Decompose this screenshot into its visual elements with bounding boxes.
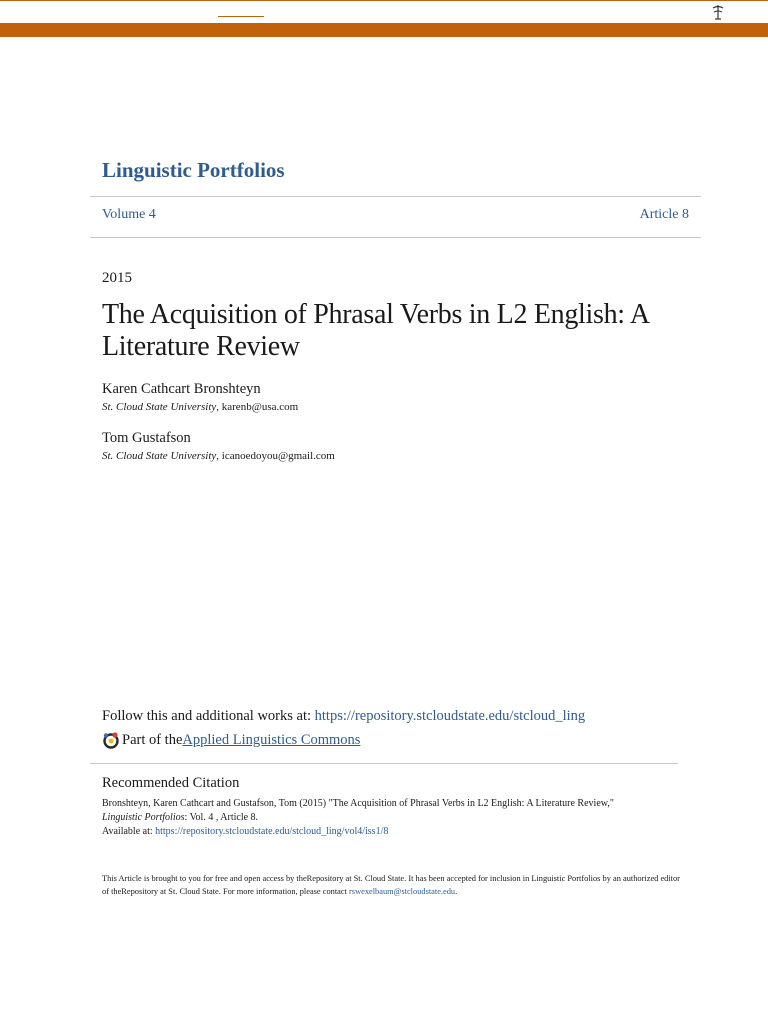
- commons-network-icon: [102, 731, 120, 749]
- citation-volume: : Vol. 4 , Article 8.: [184, 812, 259, 823]
- author-affiliation: [102, 401, 298, 413]
- discipline-link[interactable]: Applied Linguistics Commons: [182, 731, 361, 748]
- contact-email-link[interactable]: rswexelbaum@stcloudstate.edu: [349, 887, 456, 896]
- follow-line: [102, 708, 585, 725]
- publication-year: 2015: [102, 270, 132, 286]
- footer-text: This Article is brought to you for free and open access by theRepository at St. Cloud State. It has been accepted for inclusion in Linguistic Portfolios by an authorized editor of theRepository at St. Cloud State. For more information, please contact: [102, 874, 680, 896]
- available-label: Available at:: [102, 826, 156, 837]
- divider: [90, 763, 678, 764]
- top-bar: [0, 0, 768, 23]
- citation-line: Bronshteyn, Karen Cathcart and Gustafson, Tom (2015) "The Acquisition of Phrasal Verbs in L2 English: A Literature Review,": [102, 798, 614, 809]
- citation-line: [102, 811, 682, 825]
- author-name: Tom Gustafson: [102, 430, 191, 446]
- footer-notice: [102, 872, 682, 898]
- citation-line: [102, 825, 682, 839]
- paper-title: The Acquisition of Phrasal Verbs in L2 English: A Literature Review: [102, 299, 649, 362]
- citation-heading: Recommended Citation: [102, 775, 240, 791]
- affiliation-name: St. Cloud State University: [102, 450, 217, 462]
- repository-logo-icon[interactable]: [709, 3, 727, 21]
- citation-block: [102, 797, 682, 839]
- citation-journal: Linguistic Portfolios: [102, 812, 185, 823]
- affiliation-name: St. Cloud State University: [102, 401, 217, 413]
- header-band: [0, 23, 768, 37]
- part-of-prefix: Part of the: [122, 731, 183, 748]
- citation-link[interactable]: https://repository.stcloudstate.edu/stcloud_ling/vol4/iss1/8: [155, 826, 389, 837]
- volume-link[interactable]: Volume 4: [102, 207, 156, 222]
- follow-prefix: Follow this and additional works at:: [102, 708, 315, 724]
- collection-link[interactable]: https://repository.stcloudstate.edu/stcloud_ling: [314, 708, 586, 724]
- divider: [90, 196, 701, 197]
- article-link[interactable]: Article 8: [639, 207, 689, 222]
- author-affiliation: [102, 450, 335, 462]
- divider: [90, 237, 701, 238]
- journal-title[interactable]: Linguistic Portfolios: [102, 158, 285, 182]
- author-email: , karenb@usa.com: [216, 401, 299, 413]
- part-of-line: [102, 731, 360, 749]
- top-bar-link-underline[interactable]: [218, 16, 264, 17]
- author-email: , icanoedoyou@gmail.com: [216, 450, 335, 462]
- author-name: Karen Cathcart Bronshteyn: [102, 381, 261, 397]
- footer-end: .: [455, 887, 458, 896]
